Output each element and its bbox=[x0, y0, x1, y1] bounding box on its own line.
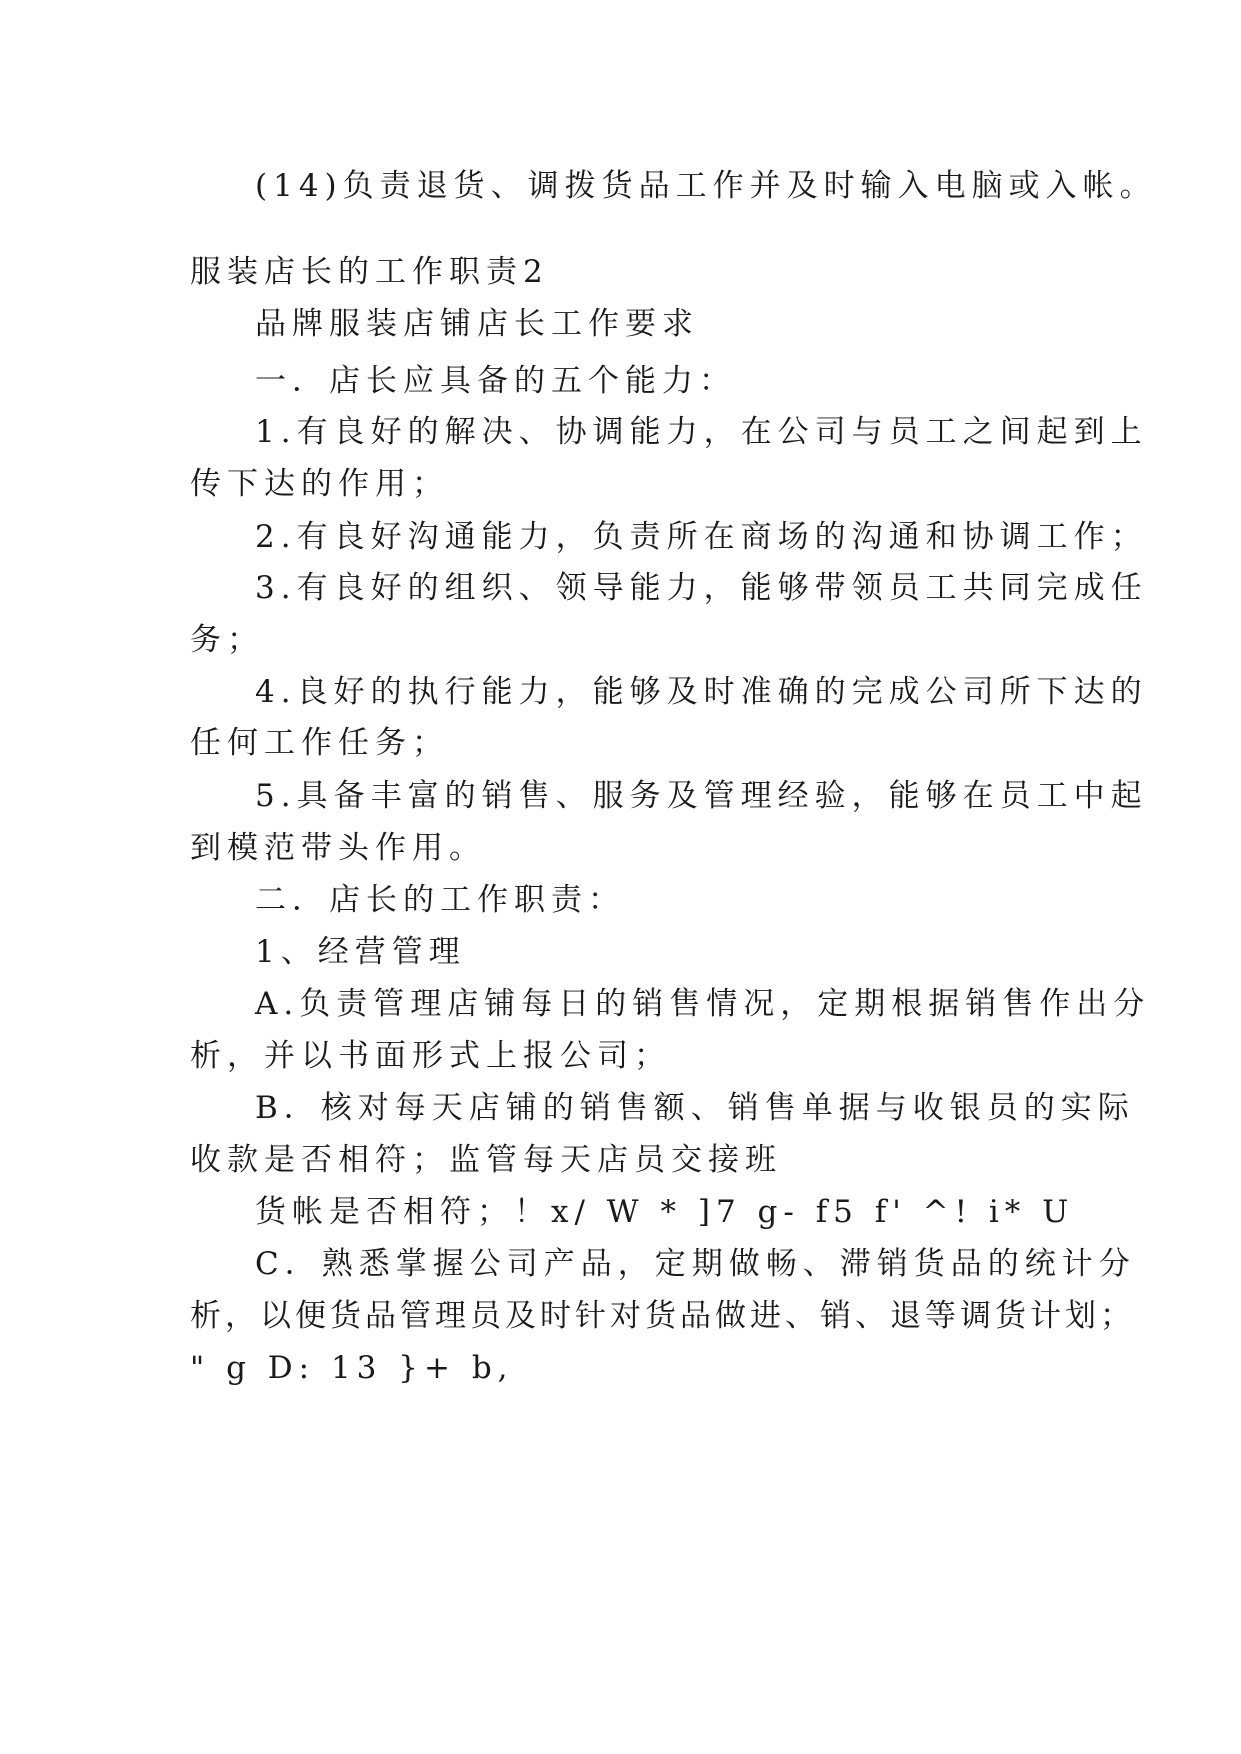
text-line: 析，以便货品管理员及时针对货品做进、销、退等调货计划； bbox=[190, 1298, 1135, 1334]
text-line: 到模范带头作用。 bbox=[190, 830, 486, 866]
text-line: 品牌服装店铺店长工作要求 bbox=[255, 306, 699, 342]
section-heading: 服装店长的工作职责2 bbox=[190, 254, 549, 290]
text-line: 5.具备丰富的销售、服务及管理经验，能够在员工中起 bbox=[255, 778, 1148, 814]
text-line: 4.良好的执行能力，能够及时准确的完成公司所下达的 bbox=[255, 674, 1148, 710]
text-line: 1、经营管理 bbox=[255, 934, 466, 970]
text-line: 任何工作任务； bbox=[190, 725, 449, 761]
text-line: 2.有良好沟通能力，负责所在商场的沟通和协调工作； bbox=[255, 519, 1148, 555]
text-line: A.负责管理店铺每日的销售情况，定期根据销售作出分 bbox=[255, 986, 1151, 1022]
text-line: " g D: 13 }+ b, bbox=[190, 1350, 514, 1386]
text-line: 收款是否相符；监管每天店员交接班 bbox=[190, 1142, 782, 1178]
text-line: 3.有良好的组织、领导能力，能够带领员工共同完成任 bbox=[255, 570, 1148, 606]
text-line: B．核对每天店铺的销售额、销售单据与收银员的实际 bbox=[255, 1090, 1135, 1126]
text-line: (14)负责退货、调拨货品工作并及时输入电脑或入帐。 bbox=[255, 168, 1157, 204]
text-line: 货帐是否相符；！x/ W * ]7 g- f5 f' ^! i* U bbox=[255, 1194, 1075, 1230]
text-line: 传下达的作用； bbox=[190, 466, 449, 502]
text-line: 析，并以书面形式上报公司； bbox=[190, 1038, 671, 1074]
text-line: 务； bbox=[190, 622, 264, 658]
text-line: 一．店长应具备的五个能力： bbox=[255, 363, 736, 399]
text-line: 1.有良好的解决、协调能力，在公司与员工之间起到上 bbox=[255, 414, 1148, 450]
text-line: 二．店长的工作职责： bbox=[255, 882, 625, 918]
text-line: C．熟悉掌握公司产品，定期做畅、滞销货品的统计分 bbox=[255, 1246, 1136, 1282]
